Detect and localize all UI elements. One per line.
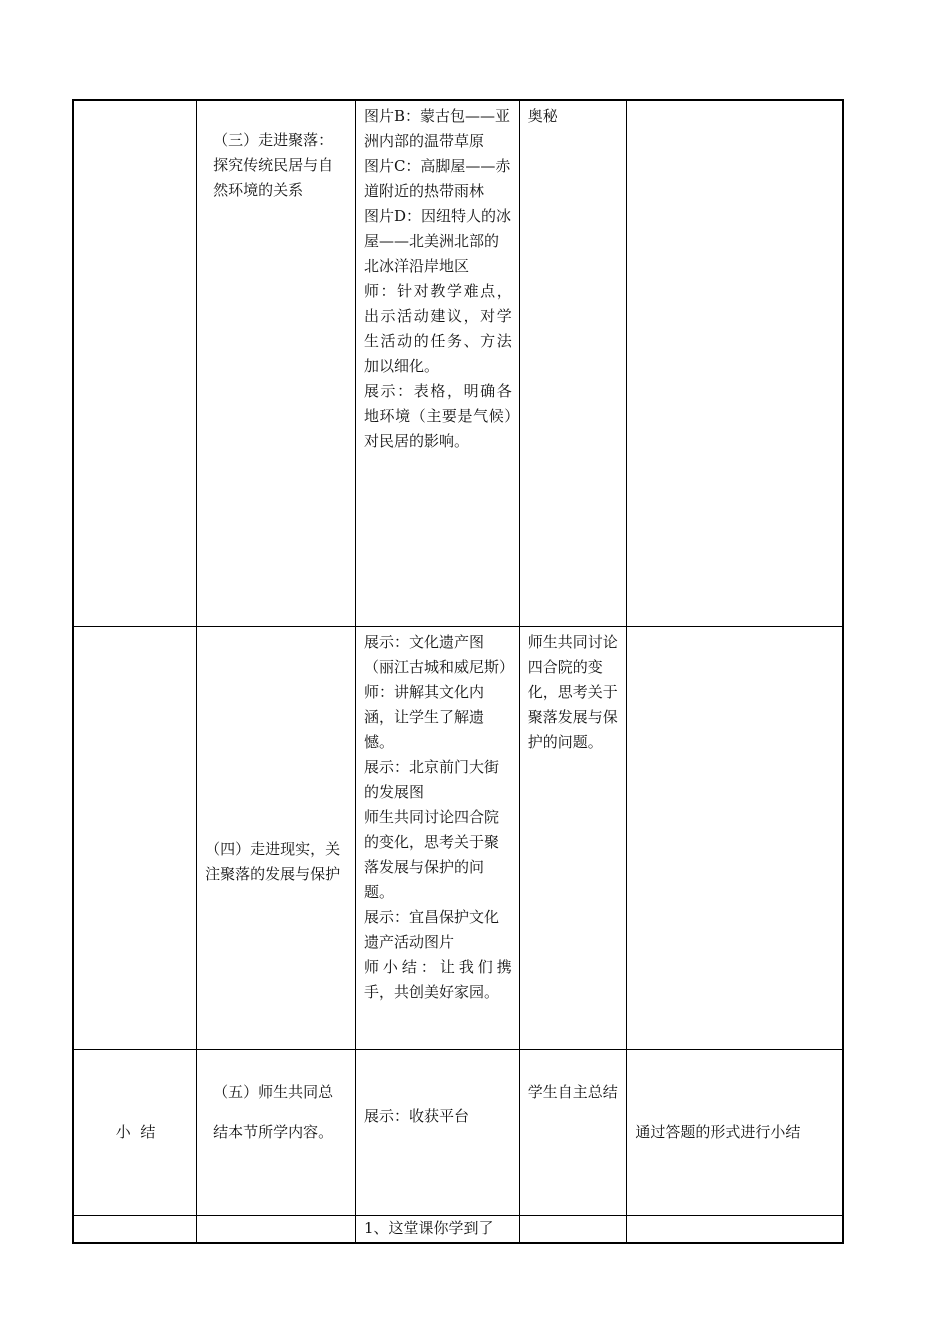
section-title-cell — [197, 1049, 356, 1215]
text-line: 图片B：蒙古包——亚洲内部的温带草原 — [363, 107, 510, 150]
text-line: 通过答题的形式进行小结 — [635, 1122, 801, 1141]
section-title: （四）走进现实，关注聚落的发展与保护 — [205, 839, 341, 883]
student-activity-cell — [519, 1049, 627, 1215]
text-line: 展示：宜昌保护文化遗产活动图片 — [363, 907, 499, 951]
design-intent-cell — [627, 626, 843, 1049]
design-intent-cell — [627, 100, 843, 626]
stage-cell — [73, 1049, 197, 1215]
stage-cell — [73, 100, 197, 626]
teacher-activity-cell — [355, 100, 519, 626]
design-intent-cell — [627, 1049, 843, 1215]
table-row — [73, 626, 843, 1049]
teacher-activity-cell — [355, 1049, 519, 1215]
teacher-activity-cell: 1、这堂课你学到了 — [355, 1215, 519, 1243]
section-title-cell — [197, 100, 356, 626]
text-line: 师：讲解其文化内涵，让学生了解遗憾。 — [363, 682, 484, 751]
text-line: 展示：北京前门大街的发展图 — [363, 757, 499, 801]
text-line: 展示：文化遗产图（丽江古城和威尼斯） — [363, 632, 514, 676]
stage-cell — [73, 626, 197, 1049]
text-line: 师小结：让我们携手，共创美好家园。 — [363, 957, 512, 1001]
student-activity-cell — [519, 1215, 627, 1243]
text-line: 图片C：高脚屋——赤道附近的热带雨林 — [363, 157, 511, 200]
text-line: 学生自主总结 — [527, 1082, 618, 1101]
text-line: 师：针对教学难点，出示活动建议，对学生活动的任务、方法加以细化。 — [363, 282, 512, 375]
section-title-cell — [197, 626, 356, 1049]
table-row — [73, 1049, 843, 1215]
section-title-cell — [197, 1215, 356, 1243]
text-line: 展示：表格，明确各地环境（主要是气候）对民居的影响。 — [363, 382, 512, 450]
section-title: （三）走进聚落：探究传统民居与自然环境的关系 — [213, 131, 334, 199]
stage-label: 小 结 — [115, 1122, 156, 1141]
student-activity-cell: 师生共同讨论四合院的变化，思考关于聚落发展与保护的问题。 — [519, 626, 627, 1049]
table-row — [73, 100, 843, 626]
student-activity-cell: 奥秘 — [519, 100, 627, 626]
lesson-plan-table — [72, 99, 844, 1244]
teacher-activity-cell — [355, 626, 519, 1049]
text-line: 图片D：因纽特人的冰屋——北美洲北部的北冰洋沿岸地区 — [363, 207, 511, 275]
design-intent-cell — [627, 1215, 843, 1243]
text-line: 展示：收获平台 — [363, 1106, 469, 1125]
stage-cell — [73, 1215, 197, 1243]
text-line: 师生共同讨论四合院的变化，思考关于聚落发展与保护的问题。 — [363, 807, 499, 901]
section-title: （五）师生共同总结本节所学内容。 — [213, 1082, 334, 1141]
table-row — [73, 1215, 843, 1243]
